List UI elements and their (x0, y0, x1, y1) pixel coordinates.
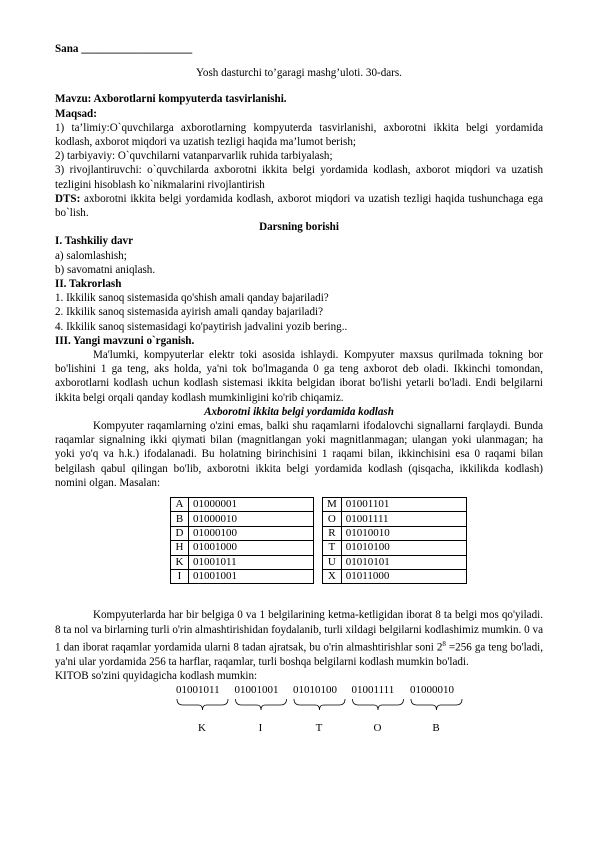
section-1-item: a) salomlashish; (55, 249, 127, 262)
exponent: 8 (442, 639, 446, 648)
kitob-code: 01000010 (410, 684, 454, 697)
combinations-paragraph: Kompyuterlarda har bir belgiga 0 va 1 belgilarining ketma-ketligidan iborat 8 ta belgi mos qo'yiladi. 8 ta nol va birlarning turli o'rin almashtirishidan foydalanib, turli xildagi belgilarni kodlashimiz mumkin. 0 va 1 dan iborat raqamlar yordamida ularni 8 tadan ajratsak, bu o'rin almashtirishlar soni $2^8 =256$ ga teng bo'ladi, ya'ni ular yordamida 256 ta harflar, raqamlar, turli boshqa belgilarni kodlash mumkin bo'ladi. (55, 609, 543, 668)
spacer-cell (314, 498, 323, 512)
code-cell: 01001111 (341, 512, 466, 526)
document-page (55, 42, 543, 745)
letter-cell: B (171, 512, 189, 526)
code-table-row (171, 498, 467, 512)
goal-heading: Maqsad: (55, 107, 97, 120)
code-cell: 01001000 (189, 541, 314, 555)
underbrace (294, 699, 345, 710)
date-label: Sana (55, 43, 79, 55)
goal-item-1: 1) ta’limiy:O`quvchilarga axborotlarning kompyuterda tasvirlanishi, axborotni ikkita belgi yordamida kodlash, axborot miqdori va uzatish tezligi haqida ma’lumot berish; (55, 121, 543, 149)
section-3-paragraph-1: Ma'lumki, kompyuterlar elektr toki asosida ishlaydi. Kompyuter maxsus qurilmada tokning bor bo'lishini 1 ga teng, aks holda, ya'ni tok bo'lmaganda 0 ga teng axborot deb oladi. Ikkinchi tomondan, axborotlarni kodlash uchun kodlash sistemasi ikkita belgidan iborat bo'lishi yetarli bo'ladi. Endi belgilarni ikkita belgi orqali qanday kodlash mumkinligini ko'rib chiqamiz. (55, 349, 543, 404)
code-table-row (171, 526, 467, 540)
kitob-letter: O (373, 722, 382, 735)
date-line (55, 42, 543, 56)
topic-line: Mavzu: Axborotlarni kompyuterda tasvirlanishi. (55, 93, 287, 106)
underbrace (353, 699, 404, 710)
date-blank: ____________________ (81, 43, 193, 55)
letter-cell: D (171, 526, 189, 540)
code-cell: 01010101 (341, 555, 466, 569)
code-cell: 01001011 (189, 555, 314, 569)
code-cell: 01000001 (189, 498, 314, 512)
lesson-flow-heading: Darsning borishi (259, 221, 339, 234)
character-code-table (170, 497, 467, 584)
kitob-code: 01010100 (293, 684, 337, 697)
code-table-row (171, 541, 467, 555)
kitob-letter: I (258, 722, 263, 735)
kitob-code: 01001011 (176, 684, 220, 697)
section-1-item: b) savomatni aniqlash. (55, 263, 156, 276)
dts-line: DTS: axborotni ikkita belgi yordamida kodlash, axborot miqdori va uzatish tezligi haqida tushunchaga ega bo`lish. (55, 192, 543, 220)
code-cell: 01010100 (341, 541, 466, 555)
underbrace (411, 699, 462, 710)
section-1-title: I. Tashkiliy davr (55, 235, 134, 248)
code-cell: 01000010 (189, 512, 314, 526)
letter-cell: O (323, 512, 342, 526)
code-table-row (171, 512, 467, 526)
section-3-paragraph-2: Kompyuter raqamlarning o'zini emas, balki shu raqamlarni ifodalovchi signallarni farqlaydi. Bunda raqamlar signalning ikki qiymati bilan (magnitlangan yoki magnitlanmagan; ulangan yoki ulanmagan; ha yoki yo'q va h.k.) ifodalanadi. Bu holatning birinchisini 1 raqami bilan, ikkinchisini esa 0 raqami bilan belgilash qabul qilingan bo'lib, axborotni ikkita belgi yordamida kodlash (qisqacha, ikkilikda kodlash) nomini olgan. Masalan: (55, 420, 543, 489)
letter-cell: A (171, 498, 189, 512)
kitob-letter: K (198, 722, 206, 735)
underbrace (177, 699, 228, 710)
letter-cell: K (171, 555, 189, 569)
code-cell: 01001001 (189, 570, 314, 584)
kitob-letter: B (432, 722, 440, 735)
code-cell: 01010010 (341, 526, 466, 540)
goal-item-3: 3) rivojlantiruvchi: o`quvchilarda axborotni ikkita belgi yordamida kodlash, axborot miqdori va uzatish tezligini hisoblash ko`nikmalarini rivojlantirish (55, 164, 543, 191)
underbrace (236, 699, 287, 710)
spacer-cell (314, 526, 323, 540)
letter-cell: H (171, 541, 189, 555)
kitob-code: 01001001 (234, 684, 279, 697)
letter-cell: M (323, 498, 342, 512)
brace-group (55, 697, 543, 717)
code-cell: 01001101 (341, 498, 466, 512)
code-cell: 01000100 (189, 526, 314, 540)
section-2-item: 2. Ikkilik sanoq sistemasida ayirish amali qanday bajariladi? (55, 306, 324, 319)
section-2-item: 4. Ikkilik sanoq sistemasidagi ko'paytirish jadvalini yozib bering.. (55, 320, 348, 333)
letter-cell: I (171, 570, 189, 584)
section-2-title: II. Takrorlash (55, 278, 122, 291)
kitob-intro: KITOB so'zini quyidagicha kodlash mumkin: (55, 669, 258, 682)
code-table-row (171, 555, 467, 569)
lesson-title: Yosh dasturchi to’garagi mashg’uloti. 30-dars. (196, 67, 402, 80)
goal-item-2: 2) tarbiyaviy: O`quvchilarni vatanparvarlik ruhida tarbiyalash; (55, 150, 333, 163)
kitob-code: 01001111 (351, 684, 395, 697)
code-table-row (171, 570, 467, 584)
spacer-cell (314, 512, 323, 526)
spacer-cell (314, 541, 323, 555)
section-2-item: 1. Ikkilik sanoq sistemasida qo'shish amali qanday bajariladi? (55, 292, 329, 305)
section-3-title: III. Yangi mavzuni o`rganish. (55, 334, 195, 347)
letter-cell: U (323, 555, 342, 569)
code-cell: 01011000 (341, 570, 466, 584)
letter-cell: X (323, 570, 342, 584)
kitob-encoding-diagram (55, 683, 543, 745)
kitob-letter: T (315, 722, 323, 735)
letter-cell: T (323, 541, 342, 555)
section-3-subtitle: Axborotni ikkita belgi yordamida kodlash (204, 405, 394, 418)
letter-cell: R (323, 526, 342, 540)
spacer-cell (314, 570, 323, 584)
spacer-cell (314, 555, 323, 569)
